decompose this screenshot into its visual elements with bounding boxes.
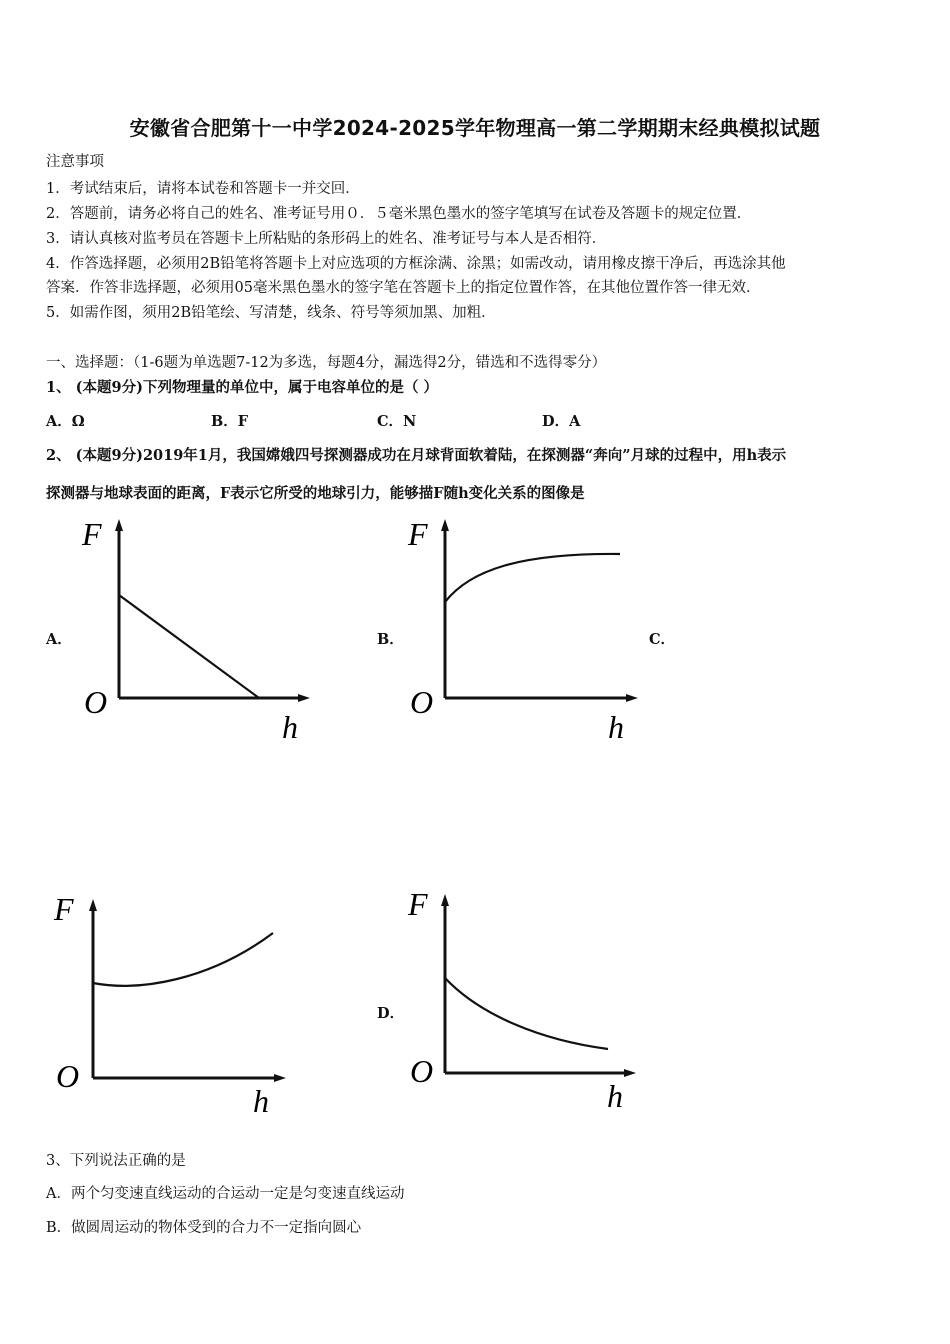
graph-c [50,890,310,1120]
q2-option-a-label: A． [46,631,72,648]
section-heading: 一、选择题：（1-6题为单选题7-12为多选，每题4分，漏选得2分，错选和不选得零分） [46,355,607,371]
graph-a-y-label: F [82,516,102,552]
q1-option-d: D．A [542,413,581,430]
q2-option-d-label: D． [377,1005,405,1022]
question-3-stem: 3、下列说法正确的是 [46,1153,186,1169]
graph-b-origin-label: O [410,684,434,720]
notice-item: 3．请认真核对监考员在答题卡上所粘贴的条形码上的姓名、准考证号与本人是否相符． [46,231,607,247]
q2-option-c-label: C． [649,631,676,648]
q3-option-b: B．做圆周运动的物体受到的合力不一定指向圆心 [46,1220,362,1236]
q1-option-c: C．N [377,413,417,430]
graph-d-origin-label: O [410,1053,434,1089]
graph-c-origin-label: O [56,1058,80,1094]
graph-a [70,515,330,745]
page-title: 安徽省合肥第十一中学2024-2025学年物理高一第二学期期末经典模拟试题 [129,116,821,140]
graph-b [400,515,660,745]
q1-option-b: B．F [211,413,249,430]
notice-item: 5．如需作图，须用2B铅笔绘、写清楚，线条、符号等须加黑、加粗． [46,305,496,321]
q3-option-a: A．两个匀变速直线运动的合运动一定是匀变速直线运动 [46,1186,405,1202]
notice-item: 2．答题前，请务必将自己的姓名、准考证号用０．５毫米黑色墨水的签字笔填写在试卷及答题卡的规定位置． [46,206,752,222]
question-2-stem-line2: 探测器与地球表面的距离，F表示它所受的地球引力，能够描F随h变化关系的图像是 [46,485,585,502]
notice-heading: 注意事项 [46,154,104,170]
graph-b-x-label: h [608,709,624,745]
graph-c-x-label: h [253,1083,269,1119]
q2-option-b-label: B． [377,631,404,648]
notice-item: 4．作答选择题，必须用2B铅笔将答题卡上对应选项的方框涂满、涂黑；如需改动，请用橡皮擦干净后，再选涂其他 [46,256,786,272]
question-1-stem: 1、 (本题9分)下列物理量的单位中，属于电容单位的是（ ） [46,379,438,396]
graph-d-x-label: h [607,1078,623,1114]
graph-b-y-label: F [408,516,428,552]
question-2-stem-line1: 2、 (本题9分)2019年1月，我国嫦娥四号探测器成功在月球背面软着陆，在探测器“奔向”月球的过程中，用h表示 [46,447,787,464]
graph-a-origin-label: O [84,684,108,720]
graph-c-y-label: F [54,891,74,927]
notice-item: 1．考试结束后，请将本试卷和答题卡一并交回． [46,181,360,197]
graph-d-y-label: F [408,886,428,922]
graph-d [400,885,660,1115]
q1-option-a: A．Ω [46,413,85,430]
notice-item: 答案．作答非选择题，必须用05毫米黑色墨水的签字笔在答题卡上的指定位置作答，在其他位置作答一律无效． [46,280,761,296]
graph-a-x-label: h [282,709,298,745]
